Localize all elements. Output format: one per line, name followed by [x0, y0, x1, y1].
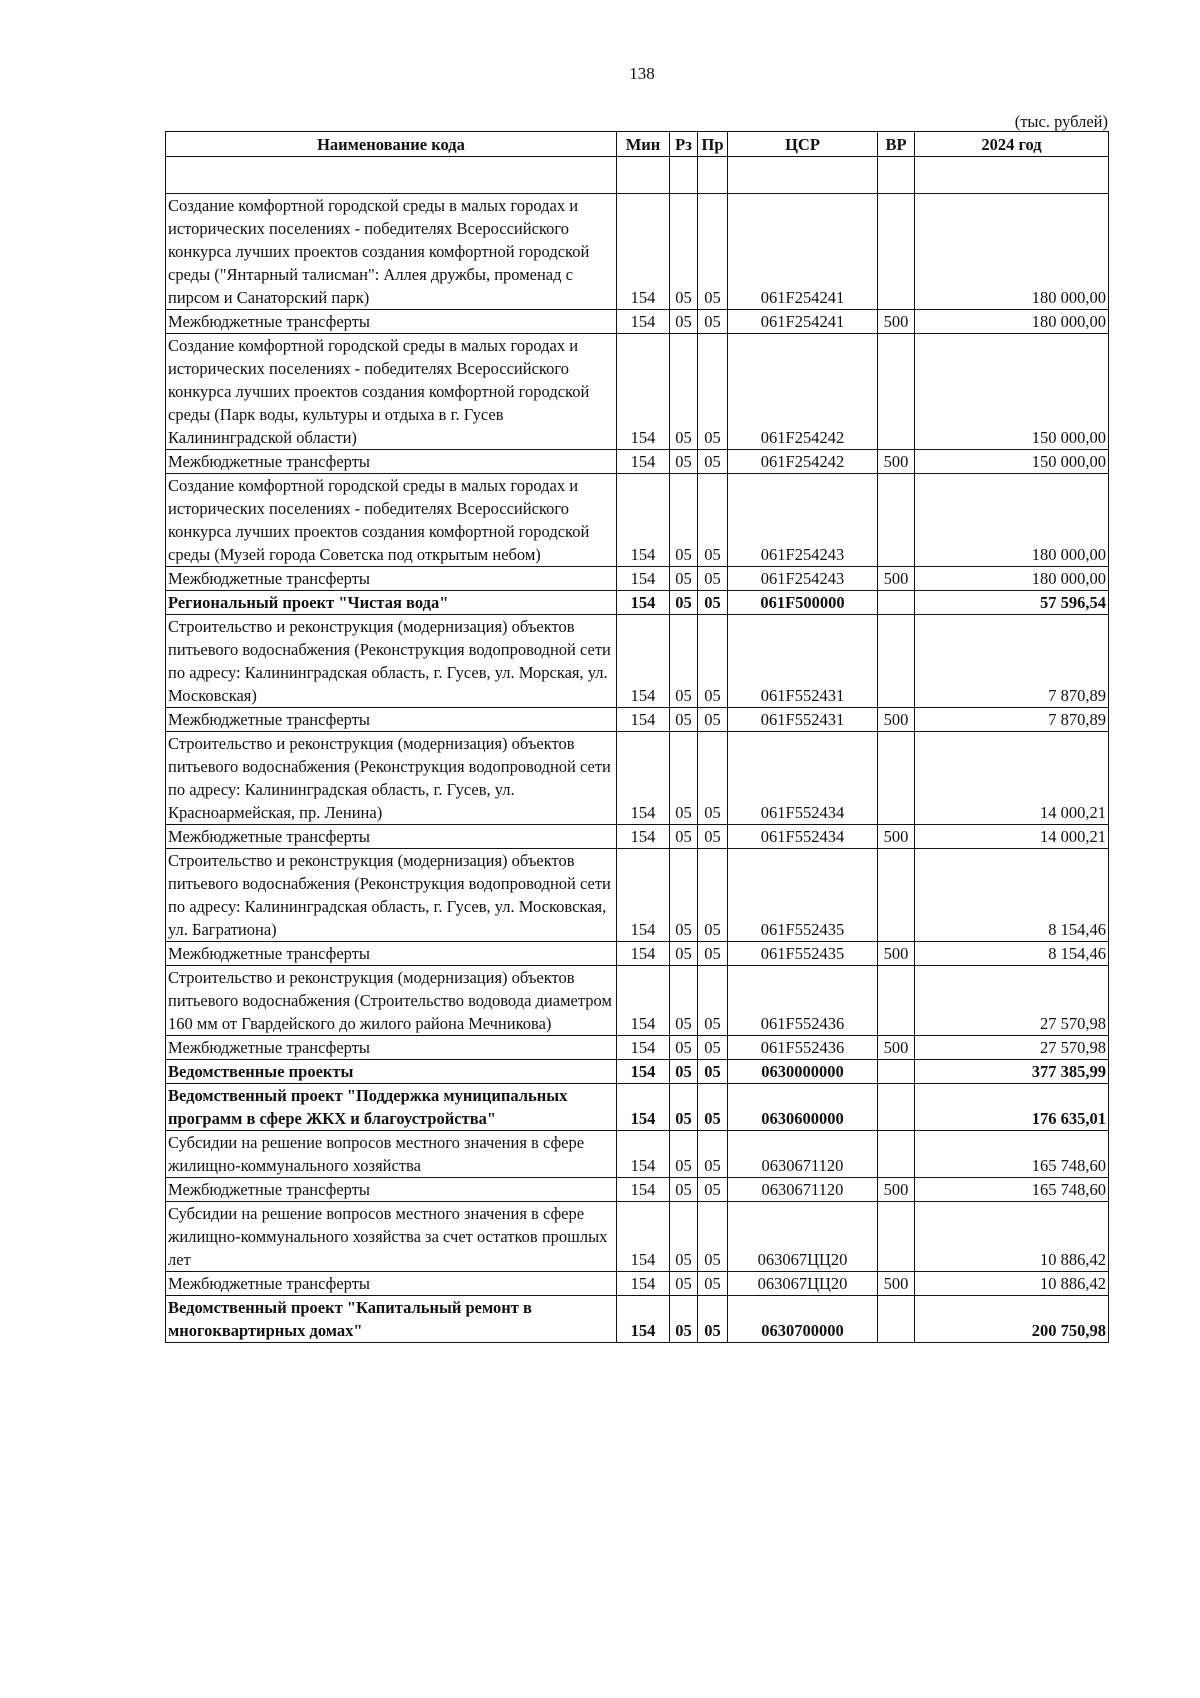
- table-row: [166, 966, 1109, 1036]
- cell-rz: 05: [670, 615, 698, 708]
- cell-pr: 05: [698, 334, 728, 450]
- cell-vr: 500: [878, 942, 915, 966]
- cell-csr: 061F254241: [728, 194, 878, 310]
- cell-vr: 500: [878, 708, 915, 732]
- cell-vr: [878, 615, 915, 708]
- cell-pr: 05: [698, 1272, 728, 1296]
- cell-min: 154: [617, 334, 670, 450]
- cell-pr: 05: [698, 567, 728, 591]
- table-row: [166, 1060, 1109, 1084]
- cell-name: Создание комфортной городской среды в малых городах и исторических поселениях - победителях Всероссийского конкурса лучших проектов создания комфортной городской среды (Музей города Советска под открытым небом): [166, 474, 617, 567]
- cell-vr: 500: [878, 1036, 915, 1060]
- cell-amount: 14 000,21: [915, 825, 1109, 849]
- table-row: [166, 310, 1109, 334]
- cell-rz: 05: [670, 1272, 698, 1296]
- cell-vr: 500: [878, 310, 915, 334]
- cell-amount: 180 000,00: [915, 567, 1109, 591]
- cell-rz: 05: [670, 591, 698, 615]
- page-number: 138: [629, 64, 655, 83]
- spacer-row: [166, 157, 1109, 194]
- cell-pr: 05: [698, 1178, 728, 1202]
- cell-name: Строительство и реконструкция (модернизация) объектов питьевого водоснабжения (Реконструкция водопроводной сети по адресу: Калининградская область, г. Гусев, ул. Московская, ул. Багратиона): [166, 849, 617, 942]
- cell-name: Ведомственный проект "Поддержка муниципальных программ в сфере ЖКХ и благоустройства": [166, 1084, 617, 1131]
- cell-vr: [878, 591, 915, 615]
- cell-name: Строительство и реконструкция (модернизация) объектов питьевого водоснабжения (Строительство водовода диаметром 160 мм от Гвардейского до жилого района Мечникова): [166, 966, 617, 1036]
- cell-csr: 061F254242: [728, 450, 878, 474]
- cell-csr: 061F552434: [728, 825, 878, 849]
- cell-name: Межбюджетные трансферты: [166, 567, 617, 591]
- cell-min: 154: [617, 615, 670, 708]
- cell-csr: 0630700000: [728, 1296, 878, 1343]
- cell-min: 154: [617, 825, 670, 849]
- cell-rz: 05: [670, 942, 698, 966]
- cell-amount: 180 000,00: [915, 310, 1109, 334]
- cell-amount: 8 154,46: [915, 942, 1109, 966]
- table-row: [166, 1178, 1109, 1202]
- cell-vr: [878, 1084, 915, 1131]
- cell-name: Строительство и реконструкция (модернизация) объектов питьевого водоснабжения (Реконструкция водопроводной сети по адресу: Калининградская область, г. Гусев, ул. Красноармейская, пр. Ленина): [166, 732, 617, 825]
- cell-amount: 27 570,98: [915, 966, 1109, 1036]
- cell-amount: 180 000,00: [915, 474, 1109, 567]
- cell-name: Региональный проект "Чистая вода": [166, 591, 617, 615]
- table-row: [166, 474, 1109, 567]
- units-label: (тыс. рублей): [1014, 112, 1108, 131]
- cell-amount: 165 748,60: [915, 1131, 1109, 1178]
- cell-csr: 061F552436: [728, 1036, 878, 1060]
- cell-csr: 061F552431: [728, 615, 878, 708]
- budget-table: [165, 131, 1109, 1343]
- cell-vr: [878, 849, 915, 942]
- cell-vr: 500: [878, 825, 915, 849]
- cell-min: 154: [617, 1036, 670, 1060]
- cell-vr: [878, 1296, 915, 1343]
- cell-rz: 05: [670, 1131, 698, 1178]
- cell-pr: 05: [698, 450, 728, 474]
- cell-vr: [878, 732, 915, 825]
- cell-rz: 05: [670, 966, 698, 1036]
- cell-csr: 061F552431: [728, 708, 878, 732]
- cell-pr: 05: [698, 825, 728, 849]
- cell-rz: 05: [670, 310, 698, 334]
- header-vr: ВР: [878, 132, 915, 157]
- cell-csr: 061F254243: [728, 567, 878, 591]
- cell-csr: 061F552436: [728, 966, 878, 1036]
- cell-pr: 05: [698, 1060, 728, 1084]
- cell-amount: 377 385,99: [915, 1060, 1109, 1084]
- cell-min: 154: [617, 1178, 670, 1202]
- header-pr: Пр: [698, 132, 728, 157]
- cell-name: Межбюджетные трансферты: [166, 450, 617, 474]
- cell-vr: [878, 1060, 915, 1084]
- cell-min: 154: [617, 732, 670, 825]
- cell-vr: 500: [878, 1178, 915, 1202]
- cell-rz: 05: [670, 1202, 698, 1272]
- cell-csr: 061F552434: [728, 732, 878, 825]
- cell-pr: 05: [698, 942, 728, 966]
- header-min: Мин: [617, 132, 670, 157]
- cell-amount: 8 154,46: [915, 849, 1109, 942]
- cell-rz: 05: [670, 1036, 698, 1060]
- table-row: [166, 567, 1109, 591]
- cell-min: 154: [617, 1084, 670, 1131]
- cell-pr: 05: [698, 615, 728, 708]
- table-row: [166, 708, 1109, 732]
- cell-rz: 05: [670, 194, 698, 310]
- cell-pr: 05: [698, 1131, 728, 1178]
- cell-name: Межбюджетные трансферты: [166, 708, 617, 732]
- table-row: [166, 1131, 1109, 1178]
- cell-csr: 061F254241: [728, 310, 878, 334]
- cell-rz: 05: [670, 1084, 698, 1131]
- cell-min: 154: [617, 310, 670, 334]
- cell-csr: 061F552435: [728, 849, 878, 942]
- table-row: [166, 334, 1109, 450]
- cell-amount: 7 870,89: [915, 615, 1109, 708]
- cell-amount: 27 570,98: [915, 1036, 1109, 1060]
- cell-csr: 061F552435: [728, 942, 878, 966]
- table-row: [166, 194, 1109, 310]
- cell-vr: [878, 1131, 915, 1178]
- cell-min: 154: [617, 567, 670, 591]
- cell-amount: 57 596,54: [915, 591, 1109, 615]
- cell-name: Субсидии на решение вопросов местного значения в сфере жилищно-коммунального хозяйства: [166, 1131, 617, 1178]
- cell-name: Межбюджетные трансферты: [166, 1178, 617, 1202]
- cell-name: Межбюджетные трансферты: [166, 1036, 617, 1060]
- cell-min: 154: [617, 1202, 670, 1272]
- cell-amount: 165 748,60: [915, 1178, 1109, 1202]
- cell-csr: 063067ЦЦ20: [728, 1272, 878, 1296]
- table-row: [166, 1272, 1109, 1296]
- cell-csr: 061F254243: [728, 474, 878, 567]
- cell-pr: 05: [698, 1036, 728, 1060]
- cell-vr: [878, 1202, 915, 1272]
- cell-min: 154: [617, 1131, 670, 1178]
- cell-pr: 05: [698, 591, 728, 615]
- cell-rz: 05: [670, 567, 698, 591]
- cell-csr: 061F254242: [728, 334, 878, 450]
- cell-pr: 05: [698, 194, 728, 310]
- cell-pr: 05: [698, 474, 728, 567]
- cell-name: Межбюджетные трансферты: [166, 942, 617, 966]
- cell-csr: 0630600000: [728, 1084, 878, 1131]
- cell-name: Строительство и реконструкция (модернизация) объектов питьевого водоснабжения (Реконструкция водопроводной сети по адресу: Калининградская область, г. Гусев, ул. Морская, ул. Московская): [166, 615, 617, 708]
- cell-rz: 05: [670, 708, 698, 732]
- cell-amount: 150 000,00: [915, 450, 1109, 474]
- cell-pr: 05: [698, 310, 728, 334]
- table-row: [166, 732, 1109, 825]
- cell-name: Межбюджетные трансферты: [166, 825, 617, 849]
- cell-rz: 05: [670, 474, 698, 567]
- cell-amount: 180 000,00: [915, 194, 1109, 310]
- cell-min: 154: [617, 942, 670, 966]
- table-row: [166, 825, 1109, 849]
- cell-name: Межбюджетные трансферты: [166, 1272, 617, 1296]
- cell-name: Ведомственный проект "Капитальный ремонт в многоквартирных домах": [166, 1296, 617, 1343]
- cell-csr: 0630000000: [728, 1060, 878, 1084]
- cell-rz: 05: [670, 1178, 698, 1202]
- cell-amount: 150 000,00: [915, 334, 1109, 450]
- header-year: 2024 год: [915, 132, 1109, 157]
- cell-min: 154: [617, 474, 670, 567]
- cell-vr: [878, 474, 915, 567]
- cell-pr: 05: [698, 1296, 728, 1343]
- cell-rz: 05: [670, 732, 698, 825]
- cell-name: Субсидии на решение вопросов местного значения в сфере жилищно-коммунального хозяйства за счет остатков прошлых лет: [166, 1202, 617, 1272]
- table-row: [166, 1084, 1109, 1131]
- table-row: [166, 615, 1109, 708]
- cell-min: 154: [617, 849, 670, 942]
- cell-amount: 10 886,42: [915, 1202, 1109, 1272]
- cell-min: 154: [617, 1272, 670, 1296]
- cell-name: Межбюджетные трансферты: [166, 310, 617, 334]
- header-rz: Рз: [670, 132, 698, 157]
- cell-rz: 05: [670, 1060, 698, 1084]
- cell-csr: 061F500000: [728, 591, 878, 615]
- cell-pr: 05: [698, 849, 728, 942]
- cell-min: 154: [617, 708, 670, 732]
- table-row: [166, 591, 1109, 615]
- cell-pr: 05: [698, 1084, 728, 1131]
- cell-rz: 05: [670, 450, 698, 474]
- cell-min: 154: [617, 966, 670, 1036]
- cell-rz: 05: [670, 849, 698, 942]
- table-row: [166, 942, 1109, 966]
- header-name: Наименование кода: [166, 132, 617, 157]
- cell-rz: 05: [670, 1296, 698, 1343]
- cell-vr: 500: [878, 1272, 915, 1296]
- cell-pr: 05: [698, 732, 728, 825]
- cell-csr: 0630671120: [728, 1178, 878, 1202]
- header-csr: ЦСР: [728, 132, 878, 157]
- cell-name: Создание комфортной городской среды в малых городах и исторических поселениях - победителях Всероссийского конкурса лучших проектов создания комфортной городской среды (Парк воды, культуры и отдыха в г. Гусев Калининградской области): [166, 334, 617, 450]
- cell-name: Ведомственные проекты: [166, 1060, 617, 1084]
- cell-amount: 200 750,98: [915, 1296, 1109, 1343]
- cell-vr: [878, 966, 915, 1036]
- table-header: [166, 132, 1109, 157]
- cell-vr: [878, 194, 915, 310]
- cell-amount: 7 870,89: [915, 708, 1109, 732]
- cell-pr: 05: [698, 966, 728, 1036]
- cell-amount: 176 635,01: [915, 1084, 1109, 1131]
- cell-min: 154: [617, 1060, 670, 1084]
- cell-name: Создание комфортной городской среды в малых городах и исторических поселениях - победителях Всероссийского конкурса лучших проектов создания комфортной городской среды ("Янтарный талисман": Аллея дружбы, променад с пирсом и Санаторский парк): [166, 194, 617, 310]
- cell-csr: 0630671120: [728, 1131, 878, 1178]
- cell-vr: 500: [878, 450, 915, 474]
- cell-min: 154: [617, 450, 670, 474]
- table-row: [166, 450, 1109, 474]
- table-row: [166, 1202, 1109, 1272]
- cell-rz: 05: [670, 825, 698, 849]
- cell-min: 154: [617, 591, 670, 615]
- cell-min: 154: [617, 194, 670, 310]
- cell-pr: 05: [698, 708, 728, 732]
- cell-pr: 05: [698, 1202, 728, 1272]
- table-row: [166, 1036, 1109, 1060]
- cell-min: 154: [617, 1296, 670, 1343]
- cell-vr: [878, 334, 915, 450]
- cell-csr: 063067ЦЦ20: [728, 1202, 878, 1272]
- cell-amount: 14 000,21: [915, 732, 1109, 825]
- table-row: [166, 849, 1109, 942]
- table-row: [166, 1296, 1109, 1343]
- cell-amount: 10 886,42: [915, 1272, 1109, 1296]
- cell-rz: 05: [670, 334, 698, 450]
- cell-vr: 500: [878, 567, 915, 591]
